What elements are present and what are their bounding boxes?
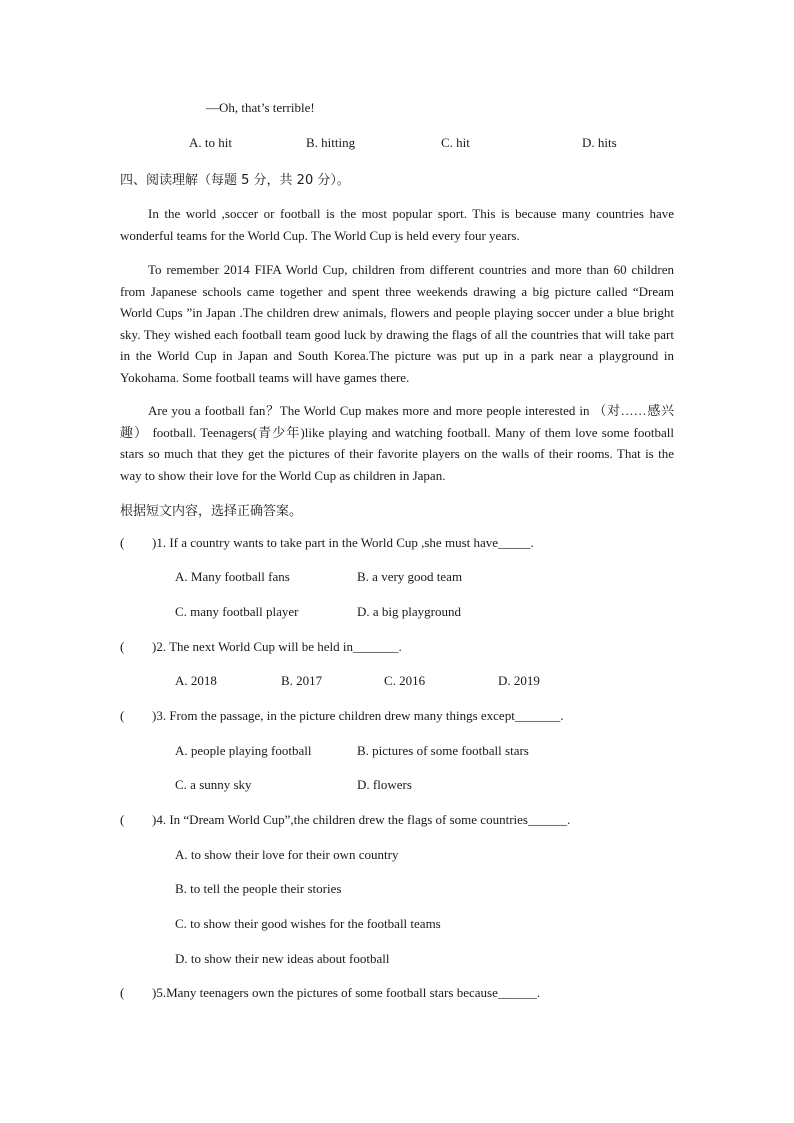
answer-paren: ( xyxy=(120,708,125,723)
q1-option-b: B. a very good team xyxy=(357,569,463,584)
q3-option-c: C. a sunny sky xyxy=(175,777,252,792)
q2-option-b: B. 2017 xyxy=(281,673,323,688)
q1-option-a: A. Many football fans xyxy=(175,569,290,584)
q2-option-a: A. 2018 xyxy=(175,673,217,688)
option-c: C. hit xyxy=(441,135,470,150)
question-3-stem: )3. From the passage, in the picture children drew many things except_______. xyxy=(152,708,564,723)
option-a: A. to hit xyxy=(189,135,232,150)
q3-option-b: B. pictures of some football stars xyxy=(357,743,529,758)
q2-option-d: D. 2019 xyxy=(498,673,540,688)
question-1-stem: )1. If a country wants to take part in the World Cup ,she must have_____. xyxy=(152,535,534,550)
q3-option-d: D. flowers xyxy=(357,777,412,792)
q4-option-a: A. to show their love for their own country xyxy=(175,847,399,862)
option-b: B. hitting xyxy=(306,135,356,150)
passage-paragraph-1: In the world ,soccer or football is the most popular sport. This is because many countries have wonderful teams for the World Cup. The World Cup is held every four years. xyxy=(120,206,674,243)
answer-paren: ( xyxy=(120,985,125,1000)
question-5-stem: )5.Many teenagers own the pictures of some football stars because______. xyxy=(152,985,541,1000)
q4-option-d: D. to show their new ideas about football xyxy=(175,951,390,966)
q3-option-a: A. people playing football xyxy=(175,743,312,758)
q2-option-c: C. 2016 xyxy=(384,673,426,688)
q4-option-b: B. to tell the people their stories xyxy=(175,881,342,896)
dialog-line: —Oh, that’s terrible! xyxy=(206,100,315,115)
q1-option-c: C. many football player xyxy=(175,604,299,619)
q1-option-d: D. a big playground xyxy=(357,604,461,619)
passage-paragraph-3: Are you a football fan？The World Cup makes more and more people interested in （对……感兴趣） football. Teenagers(青少年)like playing and watching football. Many of them love some football stars so much that they get the pictures of their favorite players on the walls of their rooms. That is the way to show their love for the World Cup as children in Japan. xyxy=(120,403,674,483)
section-heading: 四、阅读理解（每题 5 分，共 20 分）。 xyxy=(120,173,350,188)
instruction: 根据短文内容，选择正确答案。 xyxy=(120,504,303,519)
question-4-stem: )4. In “Dream World Cup”,the children drew the flags of some countries______. xyxy=(152,812,571,827)
q4-option-c: C. to show their good wishes for the football teams xyxy=(175,916,441,931)
option-d: D. hits xyxy=(582,135,617,150)
answer-paren: ( xyxy=(120,535,125,550)
passage-paragraph-2: To remember 2014 FIFA World Cup, children from different countries and more than 60 children from Japanese schools came together and spent three weekends drawing a big picture called “Dream World Cups ”in Japan .The children drew animals, flowers and people playing soccer under a blue bright sky. They wished each football team good luck by drawing the flags of all the countries that will take part in the World Cup in Japan and South Korea.The picture was put up in a park near a playground in Yokohama. Some football teams will have games there. xyxy=(120,262,674,385)
answer-paren: ( xyxy=(120,639,125,654)
question-2-stem: )2. The next World Cup will be held in_______. xyxy=(152,639,402,654)
answer-paren: ( xyxy=(120,812,125,827)
